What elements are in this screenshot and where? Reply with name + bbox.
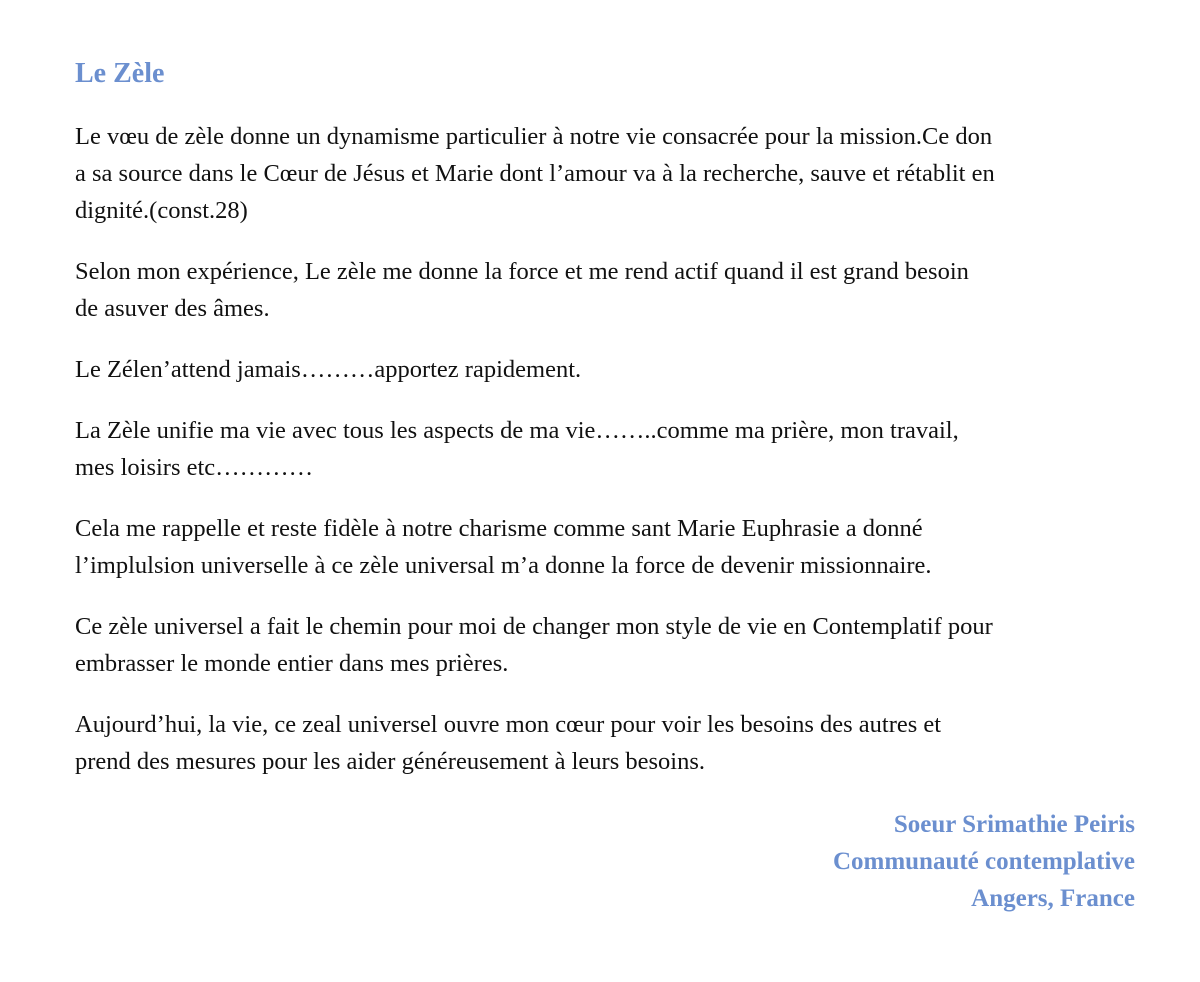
signature-community: Communauté contemplative xyxy=(832,848,1135,875)
document-page xyxy=(75,52,1137,917)
signature-block xyxy=(75,806,1137,917)
paragraph-never-waits xyxy=(75,351,1137,388)
paragraph-today xyxy=(75,706,1137,780)
document-body xyxy=(75,118,1137,780)
paragraph-line: de asuver des âmes. xyxy=(75,295,270,322)
document-title: Le Zèle xyxy=(75,58,165,89)
paragraph-line: Aujourd’hui, la vie, ce zeal universel ouvre mon cœur pour voir les besoins des autres et xyxy=(75,711,942,738)
paragraph-line: mes loisirs etc………… xyxy=(75,454,314,481)
paragraph-unifies-life xyxy=(75,412,1137,486)
paragraph-line: dignité.(const.28) xyxy=(75,197,248,224)
signature-location: Angers, France xyxy=(971,885,1135,912)
signature-name: Soeur Srimathie Peiris xyxy=(893,811,1135,838)
paragraph-contemplative xyxy=(75,608,1137,682)
paragraph-line: Cela me rappelle et reste fidèle à notre charisme comme sant Marie Euphrasie a donné xyxy=(75,515,923,542)
paragraph-vow-of-zeal xyxy=(75,118,1137,229)
paragraph-line: prend des mesures pour les aider généreusement à leurs besoins. xyxy=(75,748,705,775)
paragraph-charism xyxy=(75,510,1137,584)
paragraph-line: Selon mon expérience, Le zèle me donne la force et me rend actif quand il est grand besoin xyxy=(75,258,969,285)
paragraph-line: Le Zélen’attend jamais………apportez rapidement. xyxy=(75,356,582,383)
paragraph-line: embrasser le monde entier dans mes prières. xyxy=(75,650,509,677)
paragraph-line: Ce zèle universel a fait le chemin pour moi de changer mon style de vie en Contemplatif pour xyxy=(75,613,993,640)
paragraph-line: La Zèle unifie ma vie avec tous les aspects de ma vie……..comme ma prière, mon travail, xyxy=(75,417,959,444)
paragraph-experience xyxy=(75,253,1137,327)
paragraph-line: a sa source dans le Cœur de Jésus et Marie dont l’amour va à la recherche, sauve et rétablit en xyxy=(75,160,995,187)
paragraph-line: l’implulsion universelle à ce zèle universal m’a donne la force de devenir missionnaire. xyxy=(75,552,932,579)
paragraph-line: Le vœu de zèle donne un dynamisme particulier à notre vie consacrée pour la mission.Ce don xyxy=(75,123,993,150)
